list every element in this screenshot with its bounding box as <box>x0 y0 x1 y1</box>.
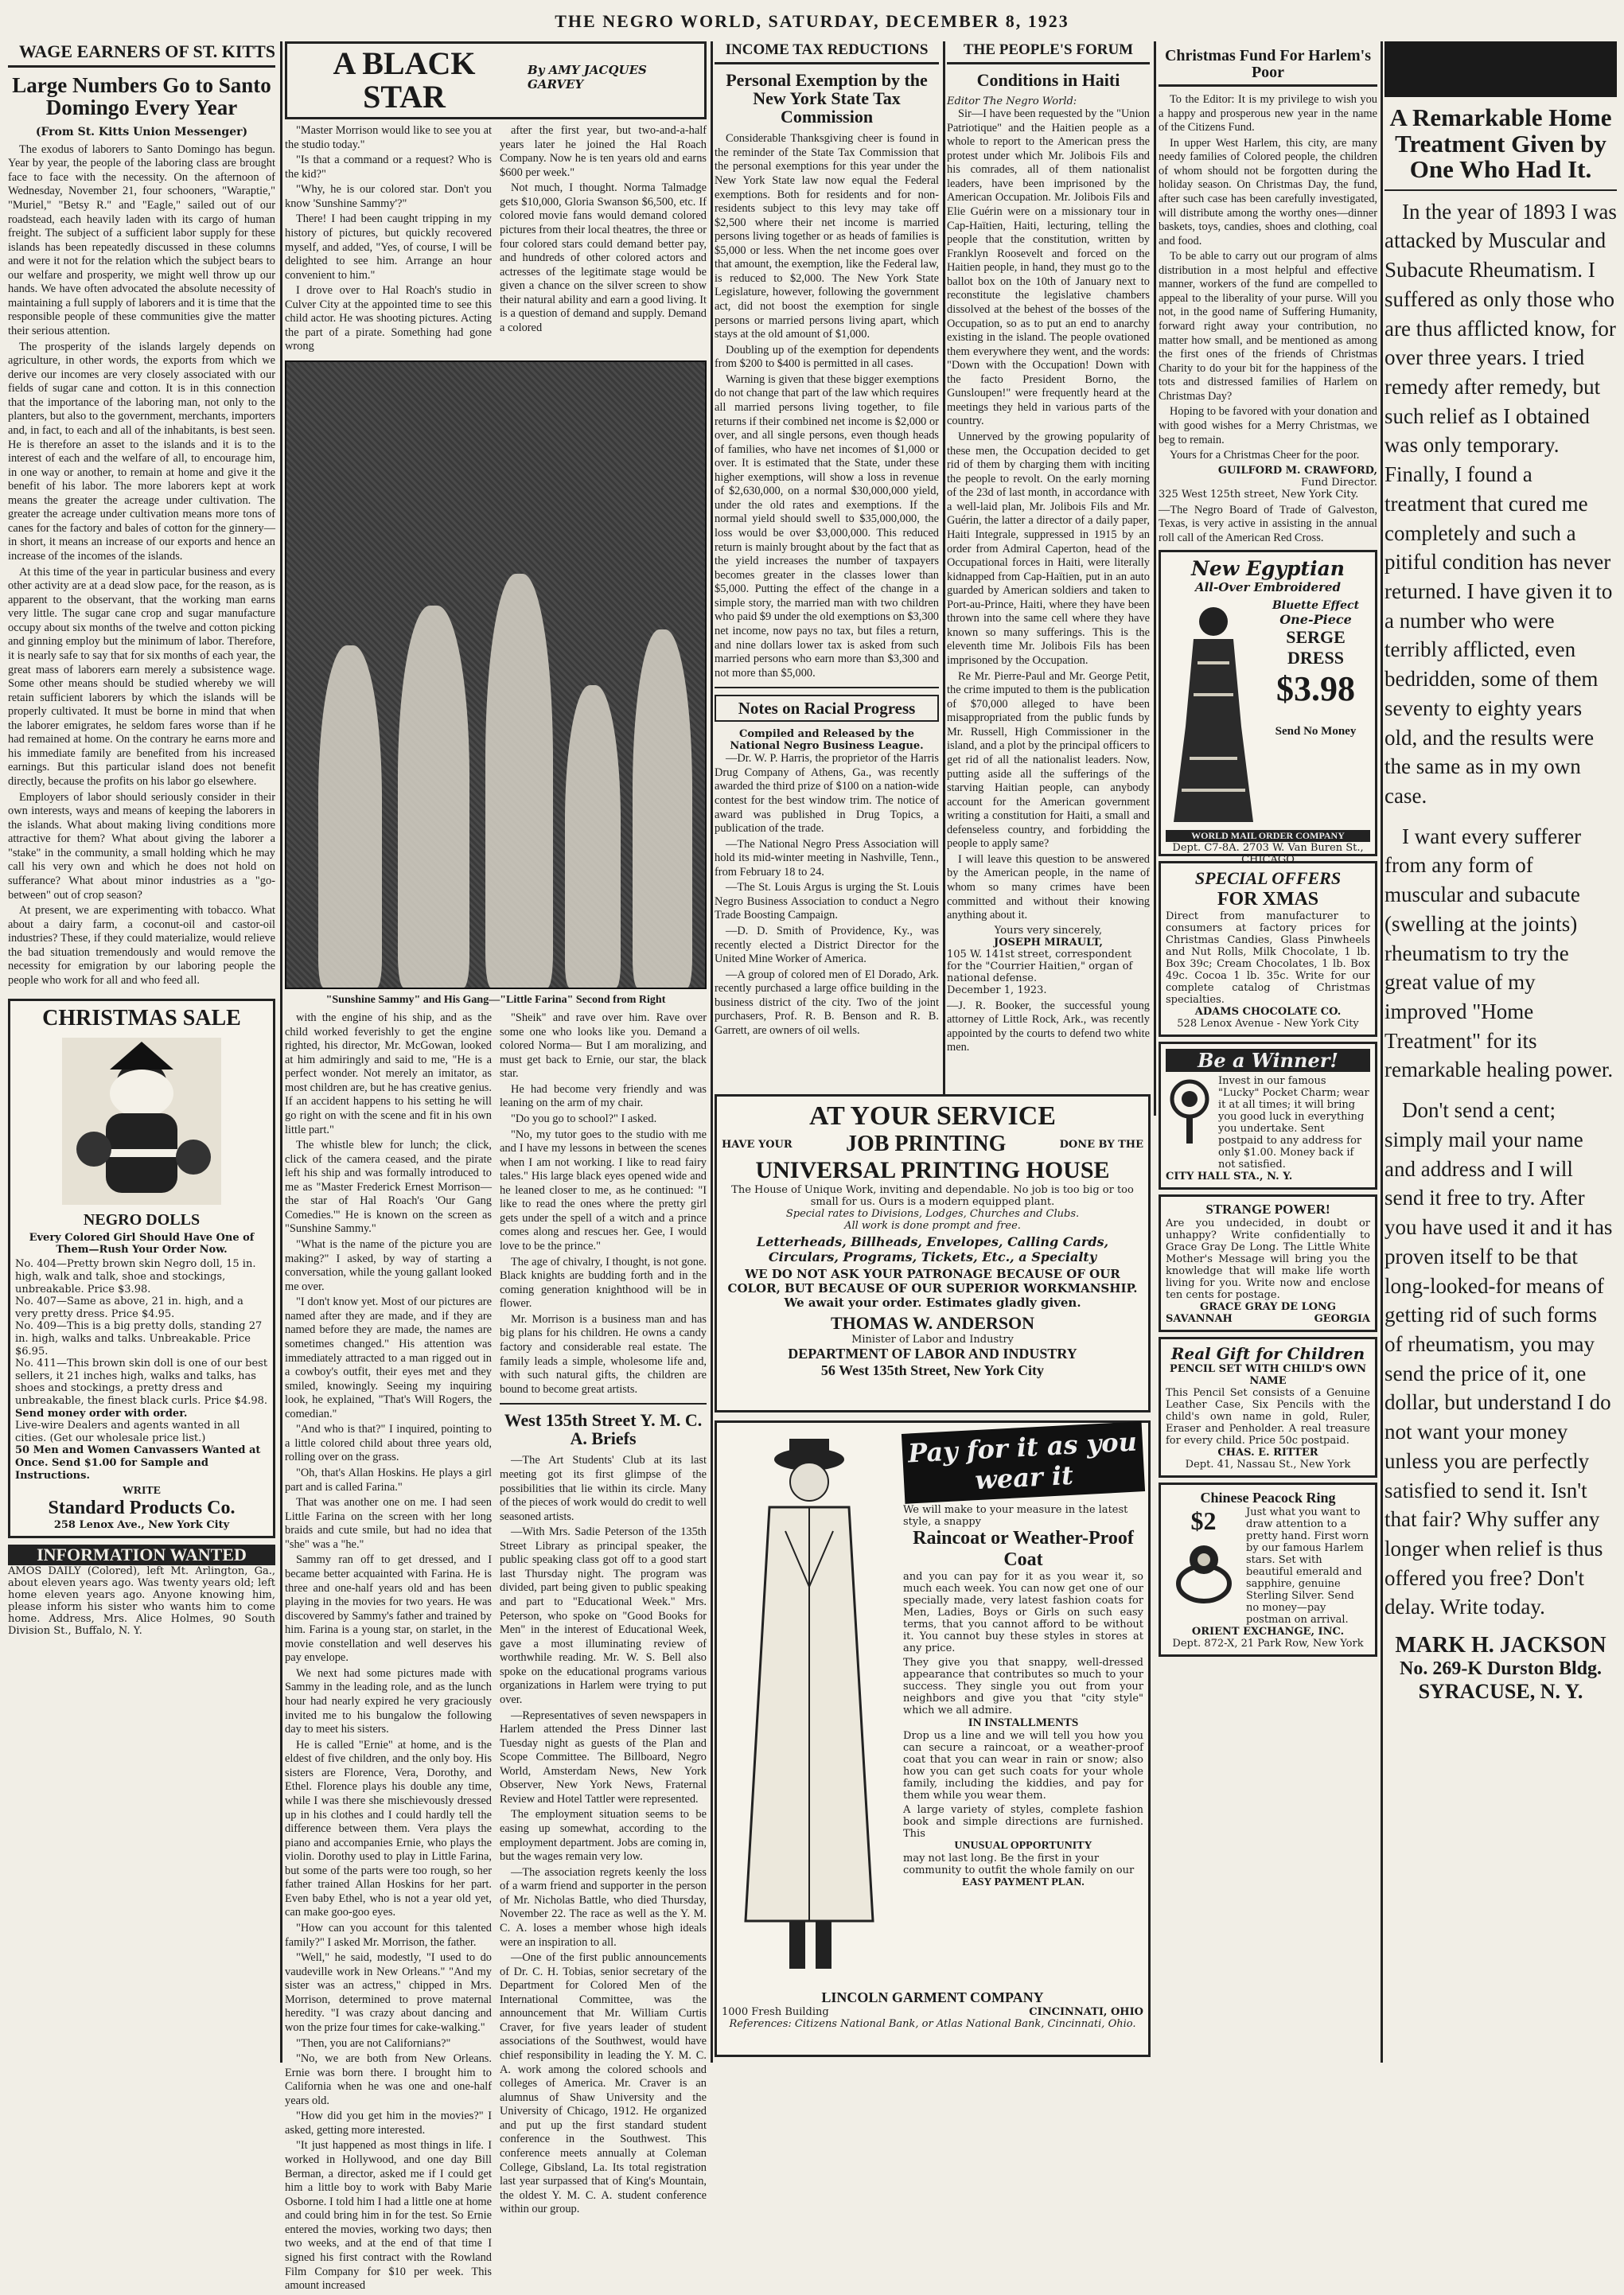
article-paragraph: "How can you account for this talented family?" I asked Mr. Morrison, the father. <box>285 1922 492 1949</box>
ad-item: No. 411—This brown skin doll is one of our best sellers, it 21 inches high, walks and talks, has shoes and stockings, a pretty dress and unbreakable, the finest black curls. Price $4.98. <box>15 1358 268 1407</box>
forum-note: —J. R. Booker, the successful young attorney of Little Rock, Ark., was recently appointed by the courts to defend two white men. <box>947 999 1150 1054</box>
note-item: —The St. Louis Argus is urging the St. Louis Negro Business Association to conduct a Negro Trade Boosting Campaign. <box>715 881 939 922</box>
printing-name: THOMAS W. ANDERSON <box>830 1313 1035 1333</box>
section-kicker: INCOME TAX REDUCTIONS <box>715 41 939 64</box>
article-paragraph: He is called "Ernie" at home, and is the eldest of five children, and the only boy. His sisters are Florence, Vera, Dorothy, and Ethel. Florence plays his double any time, while I was there she mischievously dressed up in his clothes and I could hardly tell the difference between them. Vera plays the piano and accompanies Ernie, who plays the violin. Dorothy used to play in Little Farina, but some of the parts were too rough, so her father trained Allan Hoskins for her part. Even baby Ethel, who is not a year old yet, can make goo-goo eyes. <box>285 1738 492 1919</box>
rheumatism-city: SYRACUSE, N. Y. <box>1418 1680 1583 1704</box>
dress-price: $3.98 <box>1276 669 1355 709</box>
printing-line-1: The House of Unique Work, inviting and dependable. No job is too big or too small for us. Ours is a modern equipped plant. <box>731 1184 1134 1208</box>
ad-company: Standard Products Co. <box>48 1498 236 1519</box>
raincoat-text-3: Drop us a line and we will tell you how you can secure a raincoat, or a weather-proof coat that you can wear in rain or snow; also how you can get such coats for your whole family, including the kiddies, and pay for them while you wear them. <box>903 1730 1143 1802</box>
charm-icon <box>1166 1075 1213 1147</box>
special-title: SPECIAL OFFERS <box>1194 868 1342 889</box>
article-paragraph: "Well," he said, modestly, "I used to do vaudeville work in New Orleans." "And my sister was an actress," chipped in Mrs. Morrison, determined to prove maternal heredity. "I was crazy about dancing and won the prize four times for cake-walking." <box>285 1951 492 2034</box>
fund-signer-address: 325 West 125th street, New York City. <box>1159 488 1359 501</box>
gift-title: Real Gift for Children <box>1170 1344 1365 1364</box>
section-kicker: THE PEOPLE'S FORUM <box>947 41 1150 64</box>
info-wanted-title: INFORMATION WANTED <box>8 1545 275 1565</box>
santa-icon <box>62 1038 221 1205</box>
gift-company: CHAS. E. RITTER <box>1217 1447 1318 1459</box>
column-rule <box>280 41 282 2063</box>
ad-address: 258 Lenox Ave., New York City <box>53 1519 230 1532</box>
intro-left <box>285 124 492 356</box>
peacock-company: ORIENT EXCHANGE, INC. <box>1191 1626 1345 1638</box>
letter-signer: JOSEPH MIRAULT, <box>994 936 1103 949</box>
man-in-coat-icon <box>722 1428 897 1985</box>
peacock-visual <box>1166 1506 1241 1626</box>
article-paragraph: "Do you go to school?" I asked. <box>511 1112 657 1125</box>
ad-agents-note-2: 50 Men and Women Canvassers Wanted at Once. Send $1.00 for Sample and Instructions. <box>15 1444 261 1482</box>
column-peoples-forum <box>947 41 1150 1116</box>
peacock-address: Dept. 872-X, 21 Park Row, New York <box>1172 1638 1364 1650</box>
article-paragraph: There! I had been caught tripping in my history of pictures, but quickly recovered myself, and added, "Yes, of course, I will be delighted to see him. Arrange an hour convenient to him." <box>285 212 492 282</box>
dress-figure-icon <box>1166 599 1261 830</box>
raincoat-text-2: They give you that snappy, well-dressed appearance that contributes so much to your success. They single you out from your neighbors and give you that "city style" which we all admire. <box>903 1657 1143 1716</box>
rheumatism-paragraph: I want every sufferer from any form of muscular and subacute (swelling at the joints) rheumatism to try the great value of my improved "Home Treatment" for its remarkable healing power. <box>1384 824 1614 1082</box>
column-black-star <box>285 41 707 2293</box>
raincoat-text-5: may not last long. Be the first in your community to outfit the whole family on our <box>903 1853 1135 1876</box>
ymca-paragraph: —The Art Students' Club at its last meeting got its first glimpse of the possibilities that lie within its circle. Many of the pieces of work would do credit to well seasoned artists. <box>500 1454 707 1523</box>
article-body <box>8 143 275 988</box>
article-body <box>947 107 1150 923</box>
winner-body <box>1166 1075 1370 1171</box>
special-subtitle: FOR XMAS <box>1217 889 1319 910</box>
column-rule <box>943 41 945 1116</box>
strange-signer: GRACE GRAY DE LONG <box>1199 1301 1337 1314</box>
ad-item-list <box>15 1258 268 1482</box>
article-body <box>1159 93 1377 463</box>
rheumatism-name: MARK H. JACKSON <box>1395 1633 1606 1658</box>
fund-note: —The Negro Board of Trade of Galveston, Texas, is very active in assisting in the annual roll call of the American Red Cross. <box>1159 503 1377 544</box>
ad-item: No. 407—Same as above, 21 in. high, and a very pretty dress. Price $4.95. <box>15 1296 243 1320</box>
dress-serge: SERGE DRESS <box>1286 627 1346 668</box>
printing-done-by: DONE BY THE <box>1059 1138 1143 1151</box>
ad-agents-note: Live-wire Dealers and agents wanted in all cities. (Get our wholesale price list.) <box>15 1420 240 1444</box>
letter-salutation: Editor The Negro World: <box>947 95 1077 108</box>
strange-location <box>1166 1313 1370 1325</box>
winner-address: CITY HALL STA., N. Y. <box>1166 1171 1293 1183</box>
strange-city: SAVANNAH <box>1166 1313 1233 1326</box>
article-headline: A BLACK STAR <box>333 45 476 115</box>
article-paragraph: "It just happened as most things in life. I worked in Hollywood, and one day Bill Berman, a director, asked me if I could get him a little boy to work with Baby Marie Osborne. I told him I had a little one at home and could bring him in for the test. So Ernie entered the movies, working two days; then two weeks, and at the end of that time I signed his first contract with the Rowland Film Company for $10 per week. This amount increased <box>285 2139 492 2293</box>
article-paragraph: Mr. Morrison is a business man and has big plans for his children. He owns a candy factory and considerable real estate. The family leads a simple, wholesome life and, with such natural gifts, the children are bound to become great artists. <box>500 1312 707 1396</box>
raincoat-text-4: A large variety of styles, complete fashion book and simple directions are furnished. This <box>903 1804 1143 1840</box>
winner-ad <box>1159 1042 1377 1190</box>
article-paragraph: "What is the name of the picture you are making?" I asked, by way of starting a conversation, while the young gallant looked me over. <box>285 1238 492 1293</box>
letter-signer-address: 105 W. 141st street, correspondent for the "Courrier Haitien," organ of national defense. <box>947 948 1133 984</box>
article-paragraph: Unnerved by the growing popularity of these men, the Occupation decided to get rid of them by charging them with inciting the people to revolt. On the early morning of the 23d of last month, in accordance with a well-laid plan, Mr. Jolibois Fils and Mr. Guérin, the latter a director of a daily paper, Haiti Integrale, suppressed in 1915 by an order from Admiral Caperton, head of the Occupational forces in Haiti, were literally kidnapped from Cap-Haïtien, put in an auto guarded by American soldiers and taken to Port-au-Prince, Haiti, where they have been thrown into the same cell where they have known so many sufferings. This is the eleventh time Mr. Jolibois Fils has been imprisoned by the Occupation. <box>947 431 1150 668</box>
article-headline: Large Numbers Go to Santo Domingo Every Year <box>12 73 271 120</box>
gang-photo <box>285 360 707 989</box>
article-column-left <box>285 1011 492 2295</box>
raincoat-ad <box>715 1420 1151 2057</box>
winner-title: Be a Winner! <box>1166 1049 1370 1072</box>
printing-line-3: All work is done prompt and free. <box>844 1220 1021 1232</box>
strange-text: Are you undecided, in doubt or unhappy? Write confidentially to Grace Gray De Long. The Little White Mother's Message will bring you the knowledge that will make life worth living for you. Write now and enclose ten cents for postage. <box>1166 1218 1370 1302</box>
info-wanted-text: AMOS DAILY (Colored), left Mt. Arlington, Ga., about eleven years ago. Was twenty years old; left home eleven years ago. Anyone knowing him, please inform his sister who wants him to come home. Address, Mrs. Alice Holmes, 90 South Division St., Buffalo, N. Y. <box>8 1565 275 1638</box>
notes-subtitle: Compiled and Released by the National Negro Business League. <box>730 728 924 753</box>
printing-house-ad <box>715 1094 1151 1412</box>
dress-ad-title: New Egyptian <box>1191 557 1345 581</box>
article-paragraph: I will leave this question to be answered by the American people, in the name of whom so many crimes have been committed and without their knowing anything about it. <box>947 852 1150 922</box>
article-paragraph: Warning is given that these bigger exemptions do not change that part of the law which requires all married persons living together, to file returns if their combined net income is $2,000 or over, and all single persons, even though heads of families, who have net incomes of $1,000 or over. It is estimated that the State, under these higher exemptions, will show a loss in revenue of $2,630,000, on a normal $30,000,000 yield, under the old rates and exemptions. If the normal yield should swell to $35,000,000, the loss would be over $3,000,000. This reduced return is mainly brought about by the fact that as the yield increases the number of taxpayers becomes greater in the classes lower than $5,000. Putting the effect of the change in a simple story, the married man with two children who paid $9 under the old exemptions on $3,300 net income, now pays no tax, but files a return, and nine dollars lower tax is asked from such married persons who earn more than $3,300 and not more than $5,000. <box>715 372 939 680</box>
ymca-paragraph: —One of the first public announcements of Dr. C. H. Tobias, senior secretary of the Department for Colored Men of the International Committee, was the announcement that Mr. William Curtis Craver, for five years leader of student associations of the Southwest, would have chief responsibility in leading the Y. M. C. A. work among the colored schools and colleges of America. Mr. Craver is an alumnus of Shaw University and the University of Chicago, 1912. He organized and put up the first standard student conference in the Southwest. This conference meets annually at Coleman College, Gibsland, La. Its total registration last year surpassed that of King's Mountain, the oldest Y. M. C. A. student conference within our group. <box>500 1951 707 2216</box>
article-dateline: (From St. Kitts Union Messenger) <box>35 125 248 138</box>
ad-write: WRITE <box>122 1485 162 1498</box>
ymca-paragraph: —With Mrs. Sadie Peterson of the 135th Street Library as principal speaker, the public speaking class got off to a good start last Thursday night. The program was divided, part being given to public speaking and part to "Educational Week." Mrs. Peterson, who spoke on "Good Books for Men" in the interest of Educational Week, gave a most illuminating review of worthwhile reading. Mr. W. S. Bell also spoke on the educational programs various organizations in Harlem were trying to put over. <box>500 1525 707 1706</box>
ad-tagline: Every Colored Girl Should Have One of Them—Rush Your Order Now. <box>29 1232 255 1257</box>
raincoat-references: References: Citizens National Bank, or Atlas National Bank, Cincinnati, Ohio. <box>729 2018 1136 2030</box>
article-paragraph: Sammy ran off to get dressed, and I became better acquainted with Farina. He is three and one-half years old and has been playing in the movies for two years. He was discovered by Sammy's father and trained by him. Farina is a young star, on starlet, in the movie constellation and well deserves his pay envelope. <box>285 1553 492 1665</box>
printing-job: JOB PRINTING <box>845 1132 1007 1156</box>
fund-signer: GUILFORD M. CRAWFORD, <box>1217 464 1377 477</box>
article-paragraph: Sir—I have been requested by the "Union Patriotique" and the Haitien people as a whole to report to the American press the protest under which Mr. Jolibois Fils and his comrades, all of them nationalist leaders, have been imprisoned by the American Occupation. Mr. Jolibois Fils and Elie Guérin were on a missionary tour in Cap-Haïtien, Haiti, lecturing, telling the people that the constitution, written by Franklyn Roosevelt and forced on the Haitien people, in hand, they must go to the ballot box on the 10th of January next to reconstitute the legislative chambers dissolved at the behest of the bosses of the Occupation, so as to put an end to anarchy existing in the island. The people ovationed them everywhere they went, and the words: "Down with the Occupation! Down with the facto President Borno, the Gunsloupen!" were frequently heard at the meetings they held in various parts of the country. <box>947 107 1150 428</box>
ymca-paragraph: The employment situation seems to be easing up somewhat, according to the employment department. Jobs are coming in, but the wages remain very low. <box>500 1808 707 1864</box>
article-paragraph: "How did you get him in the movies?" I asked, getting more interested. <box>285 2110 492 2137</box>
dress-style: Bluette Effect <box>1272 599 1360 613</box>
ring-icon <box>1168 1536 1240 1607</box>
section-kicker: WAGE EARNERS OF ST. KITTS <box>8 41 275 68</box>
raincoat-city: CINCINNATI, OHIO <box>1029 2006 1143 2018</box>
article-paragraph: The whistle blew for lunch; the click, click of the camera ceased, and the pirate left his ship and was formally introduced to me as "Master Frederick Ernest Morrison—the star of Hal Roach's 'Our Gang Comedies.'" He is known on the screen as "Sunshine Sammy." <box>285 1139 492 1236</box>
gift-address: Dept. 41, Nassau St., New York <box>1185 1459 1351 1471</box>
special-text: Direct from manufacturer to consumers at factory prices for Christmas Candies, Glass Pinwheels and Nut Rolls, Milk Chocolate, 1 lb. Box 39c; Cream Chocolates, 1 lb. Box 49c. Cocoa 1 lb. 35c. Write for our complete catalog of Christmas specialties. <box>1166 910 1370 1007</box>
article-paragraph: To be able to carry out our program of alms distribution in a most helpful and effective manner, workers of the fund are compelled to appeal to the liberality of your purse. Will you not, in the good name of Suffering Humanity, forward right away your contribution, no matter how small, and be mentioned as among the first ones of the friends of Christmas Charity to do your bit for the happiness of the tots and distressed families of Harlem on Christmas Day? <box>1159 250 1377 403</box>
article-paragraph: after the first year, but two-and-a-half years later he joined the Hal Roach Company. Now he is ten years old and earns $600 per week." <box>500 124 707 179</box>
ad-header-bar <box>1384 41 1617 97</box>
article-paragraph: "Why, he is our colored star. Don't you know 'Sunshine Sammy'?" <box>285 183 492 210</box>
article-paragraph: Employers of labor should seriously consider in their own interests, ways and means of keeping the laborers in the islands. What about making living conditions more attractive for them? What about giving the laborer a "stake" in the community, a small holding which he may call his very own and which he does not hold on sufferance? What about minor industries as a "go-between" out of crop season? <box>8 790 275 902</box>
strange-title: STRANGE POWER! <box>1205 1202 1330 1218</box>
raincoat-building: 1000 Fresh Building <box>722 2006 829 2018</box>
article-paragraph: We next had some pictures made with Sammy in the leading role, and as the lunch hour had nearly expired he very graciously invited me to his bungalow the following day to meet his sisters. <box>285 1666 492 1736</box>
dress-send: Send No Money <box>1275 725 1357 738</box>
notes-body <box>715 752 939 1038</box>
intro-row <box>285 124 707 356</box>
special-company: ADAMS CHOCOLATE CO. <box>1194 1006 1342 1019</box>
column-st-kitts <box>8 41 275 2079</box>
dress-company: WORLD MAIL ORDER COMPANY <box>1166 830 1370 842</box>
dress-address: Dept. C7-8A. 2703 W. Van Buren St., CHICAGO <box>1172 842 1364 867</box>
rheumatism-ad <box>1384 41 1617 2079</box>
raincoat-company: LINCOLN GARMENT COMPANY <box>821 1989 1044 2005</box>
article-columns <box>285 1011 707 2295</box>
article-paragraph: "No, my tutor goes to the studio with me and I have my lessons in between the scenes when I am not working. I like to read fairy tales." His large black eyes opened wide and he leaned closer to me, as he continued: "I like to read the ones where the pretty girl gets under the spell of a witch and a prince comes along and rescues her. Gee, I would love to be the prince." <box>500 1128 707 1253</box>
rheumatism-paragraph: Don't send a cent; simply mail your name and address and I will send it free to try. After you have used it and it has proven itself to be that long-looked-for means of getting rid of such forms of rheumatism, you may send the price of it, one dollar, but understand I do not want your money unless you are perfectly satisfied to send it. Isn't that fair? Why suffer any longer when relief is thus offered you free? Don't delay. Write today. <box>1384 1098 1613 1619</box>
santa-illustration <box>15 1038 268 1205</box>
raincoat-slogan: Pay for it as you wear it <box>902 1421 1145 1504</box>
letter-closing: Yours very sincerely, <box>994 924 1103 937</box>
article-paragraph: At this time of the year in particular business and every other activity are at a dead slow pace, for the reason, as is apparent to the observant, that the working man earns very little. The sugar cane crop and sugar manufacture occupy about six months of the twelve and cotton picking and ginning employ but the minimum of labor. Therefore, it is nearly safe to say that for six months of each year, the great mass of laborers earn merely a subsistence wage. Some other means should be studied whereby we will retain sufficient laborers by which the islands will be properly cultivated. It must be borne in mind that when the laborer emigrates, he seldom fares worse than if he had remained at home. On the contrary he earns more and his immediate family are benefited from his increased earnings. But this particular island does not benefit directly, because the profits on his labor go elsewhere. <box>8 565 275 788</box>
raincoat-plan: EASY PAYMENT PLAN. <box>962 1876 1085 1888</box>
article-paragraph: "Master Morrison would like to see you at the studio today." <box>285 124 492 151</box>
article-paragraph: Not much, I thought. Norma Talmadge gets $10,000, Gloria Swanson $6,500, etc. If colored movie fans would demand colored pictures from their local theatres, the three or four colored stars could demand better pay, and hundreds of other colored actors and actresses of the legitimate stage would be given a chance on the silver screen to show their natural ability and earn a good living. It is a question of demand and supply. Demand a colored <box>500 181 707 334</box>
divider <box>500 1403 707 1405</box>
article-continued <box>500 1011 707 1397</box>
ymca-paragraph: —Representatives of seven newspapers in Harlem attended the Press Dinner last Tuesday night as guests of the Plan and Scope Committee. The Billboard, Negro World, Amsterdam News, New York Observer, New York News, Fraternal Review and Hotel Tattler were represented. <box>500 1709 707 1806</box>
photo-caption: "Sunshine Sammy" and His Gang—"Little Farina" Second from Right <box>325 994 666 1006</box>
ymca-headline: West 135th Street Y. M. C. A. Briefs <box>504 1410 703 1449</box>
printing-house: UNIVERSAL PRINTING HOUSE <box>755 1157 1110 1183</box>
peacock-price: $2 <box>1190 1506 1217 1536</box>
article-paragraph: At present, we are experimenting with tobacco. What about a dairy farm, a coconut-oil and castor-oil industries? These, if they could materialize, would relieve the bad situation tremendously and would remove the necessity for emigration by our laboring people the people who work for all and who feed all. <box>8 904 275 987</box>
dress-one-piece: One-Piece <box>1279 612 1352 628</box>
printing-address: 56 West 135th Street, New York City <box>820 1362 1045 1378</box>
article-column-right <box>500 1011 707 2295</box>
article-paragraph: To the Editor: It is my privilege to wish you a happy and prosperous new year in the name of the Citizens Fund. <box>1159 93 1377 134</box>
gift-ad <box>1159 1337 1377 1478</box>
rheumatism-building: No. 269-K Durston Bldg. <box>1399 1658 1603 1680</box>
article-paragraph: That was another one on me. I had seen Little Farina on the screen with her long braids and cute smile, but had no idea that "she" was a "he." <box>285 1496 492 1551</box>
article-byline: By AMY JACQUES GARVEY <box>528 63 647 92</box>
article-header <box>285 41 707 119</box>
winner-text: Invest in our famous "Lucky" Pocket Charm; wear it at all times; it will bring you good luck in everything you undertake. Sent postpaid to any address for only $1.00. Money back if not satisfied. <box>1218 1075 1369 1171</box>
article-paragraph: He had become very friendly and was leaning on the arm of my chair. <box>500 1082 707 1110</box>
peacock-title: Chinese Peacock Ring <box>1200 1490 1336 1506</box>
column-rule <box>1381 41 1383 2063</box>
intro-right <box>500 124 707 356</box>
article-paragraph: Re Mr. Pierre-Paul and Mr. George Petit, the crime imputed to them is the publication of $70,000 alleged to have been misappropriated from the public funds by Mr. Russell, High Commissioner in the island, and a plot by the principal officers to get rid of all the nationalist leaders. Now, putting aside all the sufferings of the starving Haitian people, can anybody account for the American government writing a constitution for Haiti, a small and defenseless country, and forbidding the people to apply same? <box>947 669 1150 851</box>
rheumatism-body <box>1384 197 1617 1623</box>
column-income-tax <box>715 41 939 1116</box>
fund-signer-title: Fund Director. <box>1301 476 1377 489</box>
dress-ad-subtitle: All-Over Embroidered <box>1194 580 1342 595</box>
gift-text: This Pencil Set consists of a Genuine Leather Case, Six Pencils with the child's own name in gold, Ruler, Eraser and Penholder. A real treasure for every child. Price 50c postpaid. <box>1166 1387 1370 1448</box>
raincoat-product: Raincoat or Weather-Proof Coat <box>913 1528 1134 1570</box>
strange-power-ad <box>1159 1194 1377 1332</box>
printing-have-your: HAVE YOUR <box>722 1138 793 1151</box>
article-paragraph: "And who is that?" I inquired, pointing to a little colored child about three years old, rolling over on the grass. <box>285 1423 492 1464</box>
printing-dept: DEPARTMENT OF LABOR AND INDUSTRY <box>788 1346 1077 1362</box>
peacock-ring-ad <box>1159 1483 1377 1657</box>
peacock-text: Just what you want to draw attention to a pretty hand. First worn by our famous Harlem stars. Set with beautiful emerald and sapphire, genuine Sterling Silver. Send no money—pay postman on arrival. <box>1246 1506 1369 1627</box>
dress-ad-body <box>1166 599 1370 830</box>
ymca-body <box>500 1454 707 2216</box>
printing-patronage: WE DO NOT ASK YOUR PATRONAGE BECAUSE OF OUR COLOR, BUT BECAUSE OF OUR SUPERIOR WORKMANSHIP. We await your order. Estimates gladly given. <box>727 1267 1138 1310</box>
ad-title: CHRISTMAS SALE <box>42 1006 241 1031</box>
notes-headline: Notes on Racial Progress <box>715 695 939 722</box>
note-item: —The National Negro Press Association will hold its mid-winter meeting in Nashville, Tenn., from February 18 to 24. <box>715 837 939 879</box>
article-paragraph: I drove over to Hal Roach's studio in Culver City at the appointed time to see this child actor. He was shooting pictures. Acting the part of a pirate. Something had gone wrong <box>285 284 492 353</box>
divider <box>715 687 939 688</box>
special-offers-ad <box>1159 861 1377 1037</box>
article-paragraph: Yours for a Christmas Cheer for the poor. <box>1170 449 1360 462</box>
ad-item: No. 404—Pretty brown skin Negro doll, 15 in. high, walk and talk, shoe and stockings, unbreakable. Price $3.98. <box>15 1258 256 1296</box>
ad-order-note: Send money order with order. <box>15 1407 188 1420</box>
article-paragraph: The prosperity of the islands largely depends on agriculture, in other words, the exports from which we derive our incomes are very closely associated with our fields of sugar cane and cotton. It is in this connection that the importance of the laboring man, not only to the planters, but also to the government, merchants, importers and, in fact, to each and all of the inhabitants, is best seen. He is therefore an asset to the islands and it is to the interest of each and the welfare of all, to encourage him, in one way or another, to remain at home and give it the benefit of his labor. The more laborers kept at work means the greater the acreage under cultivation. The greater the acreage under cultivation means more tons of canes for the factory and bales of cotton for the ginnery—in short, it means an increase of our exports and hence an increase of the incomes of the islands. <box>8 340 275 563</box>
printing-job-row <box>722 1132 1143 1157</box>
column-rule <box>711 41 713 2063</box>
article-paragraph: "No, we are both from New Orleans. Ernie was born there. I brought him to California when he was one and one-half years old. <box>285 2052 492 2107</box>
ymca-paragraph: —The association regrets keenly the loss of a warm friend and supporter in the person of Mr. Nicholas Battle, who died Thursday, November 22. The race as well as the Y. M. C. A. loses a member whose high ideals were an inspiration to all. <box>500 1865 707 1949</box>
rheumatism-title: A Remarkable Home Treatment Given by One Who Had It. <box>1389 103 1612 184</box>
raincoat-body <box>722 1428 1143 1985</box>
rheumatism-paragraph: In the year of 1893 I was attacked by Muscular and Subacute Rheumatism. I suffered as only those who are thus afflicted know, for over three years. I tried remedy after remedy, but such relief as I obtained was only temporary. Finally, I found a treatment that cured me completely and such a pitiful condition has never returned. I have given it to a number who were terribly afflicted, even bedridden, some of them seventy to eighty years old, and the results were the same as in my own case. <box>1384 199 1617 809</box>
note-item: —D. D. Smith of Providence, Ky., was recently elected a District Director for the United Mine Worker of America. <box>715 925 939 966</box>
article-headline: Personal Exemption by the New York State Tax Commission <box>726 70 928 127</box>
ad-item: No. 409—This is a big pretty dolls, standing 27 in. high, walks and talks. Unbreakable. Price $6.95. <box>15 1320 263 1358</box>
article-paragraph: Hoping to be favored with your donation and with good wishes for a Merry Christmas, we beg to remain. <box>1159 405 1377 446</box>
raincoat-text <box>903 1428 1143 1985</box>
printing-line-2: Special rates to Divisions, Lodges, Churches and Clubs. <box>785 1208 1080 1220</box>
printing-role: Minister of Labor and Industry <box>851 1334 1014 1346</box>
raincoat-text-1: and you can pay for it as you wear it, so much each week. You can now get one of our specially made, very latest fashion coats for Men, Ladies, Boys or Girls on such easy terms, that you cannot afford to be without it. You cannot buy these styles in stores at any price. <box>903 1571 1143 1654</box>
note-item: —Dr. W. P. Harris, the proprietor of the Harris Drug Company of Athens, Ga., was recently awarded the third prize of $100 on a nation-wide contest for the best window trim. The notice of award was published in Drug Topics, a publication of the trade. <box>715 752 939 836</box>
column-rule <box>1154 41 1156 1116</box>
dress-ad <box>1159 550 1377 867</box>
printing-specialty: Letterheads, Billheads, Envelopes, Calling Cards, Circulars, Programs, Tickets, Etc., a Specialty <box>756 1234 1109 1264</box>
gift-subtitle: PENCIL SET WITH CHILD'S OWN NAME <box>1169 1363 1367 1388</box>
special-address: 528 Lenox Avenue - New York City <box>1177 1018 1359 1031</box>
raincoat-opportunity: UNUSUAL OPPORTUNITY <box>954 1840 1092 1852</box>
raincoat-location <box>722 2006 1143 2018</box>
article-body <box>715 132 939 680</box>
article-paragraph: Considerable Thanksgiving cheer is found in the reminder of the State Tax Commission that the personal exemptions for this year under the New York State law now equal the Federal exemptions. Both for residents and for non-residents subject to this levy may take off $2,500 where their net income is married persons living together or as heads of families is $5,000 or less. When the net income goes over that amount, the exemption, like the Federal law, is reduced to $2,000. The New York State Legislature, however, following the government act, did not boost the exemption for single persons or married persons living apart, which stays at the old amount of $1,000. <box>715 132 939 341</box>
raincoat-installments: IN INSTALLMENTS <box>968 1716 1079 1729</box>
article-paragraph: In upper West Harlem, this city, are many needy families of Colored people, the children of whom should not be forgotten during the holiday season. On Christmas Day, the fund, after such case has been carefully investigated, will distribute among the worthy ones—dinner baskets, toys, candies, shoes and clothing, coal and food. <box>1159 136 1377 247</box>
peacock-body <box>1166 1506 1370 1626</box>
christmas-sale-ad <box>8 999 275 1538</box>
article-paragraph: Doubling up of the exemption for dependents from $200 to $400 is permitted in all cases. <box>715 343 939 371</box>
article-paragraph: with the engine of his ship, and as the child worked feverishly to get the engine righted, his director, Mr. McGowan, looked at him admiringly and said to me, "He is a perfect wonder. Not merely an imitator, as most children are, but he has creative genius. If an accident happens to his setting he will go right on with the scene and fit in his own little part." <box>285 1011 492 1136</box>
article-paragraph: The exodus of laborers to Santo Domingo has begun. Year by year, the people of the laboring class are brought face to face with the necessity. On the afternoon of Wednesday, November 21, four schooners, "Waraptie," "Muriel," "Betsy R." and "Eagle," sailed out of our roadstead, each heavily laden with its cargo of human freight. The subject of a sufficient labor supply for these islands has been repeatedly discussed in these columns and were it not for the relation which the subject bears to our welfare and prosperity, we might well throw up our hands. We have often advocated the absolute necessity of maintaining a full supply of laborers and it is time that the responsible people of these communities give the matter their serious attention. <box>8 142 275 337</box>
dress-ad-text <box>1261 599 1370 830</box>
article-paragraph: "Is that a command or a request? Who is the kid?" <box>285 154 492 181</box>
printing-title: AT YOUR SERVICE <box>809 1101 1056 1131</box>
raincoat-intro: We will make to your measure in the latest style, a snappy <box>903 1504 1128 1528</box>
page-masthead: THE NEGRO WORLD, SATURDAY, DECEMBER 8, 1923 <box>555 11 1069 31</box>
letter-date: December 1, 1923. <box>947 984 1047 996</box>
article-paragraph: "Sheik" and rave over him. Rave over some one who looks like you. Demand a colored Norma— But I am moralizing, and must get back to Ernie, our star, the black star. <box>500 1011 707 1081</box>
divider <box>1384 189 1617 191</box>
article-paragraph: "Oh, that's Allan Hoskins. He plays a girl part and is called Farina." <box>285 1467 492 1494</box>
note-item: —A group of colored men of El Dorado, Ark. recently purchased a large office building in the business district of the city. Two of the joint purchasers, Prof. R. B. Benson and R. B. Garrett, are owners of oil wells. <box>715 968 939 1037</box>
column-christmas-fund <box>1159 41 1377 2079</box>
article-paragraph: The age of chivalry, I thought, is not gone. Black knights are budding forth and in the coming generation knighthood will be in flower. <box>500 1255 707 1311</box>
article-paragraph: "Then, you are not Californians?" <box>296 2036 451 2050</box>
article-headline: Christmas Fund For Harlem's Poor <box>1159 48 1377 87</box>
article-paragraph: "I don't know yet. Most of our pictures are named after they are made, and if they are named before they are made, the names are sometimes changed." His attention was immediately attracted to a man rigged out in a cowboy's outfit, their eyes met and they smiled, knowingly. Seeing my inquiring look, he explained, "That's Will Rogers, the comedian." <box>285 1296 492 1420</box>
strange-state: GEORGIA <box>1314 1313 1370 1326</box>
article-headline: Conditions in Haiti <box>976 70 1120 90</box>
ad-subtitle: NEGRO DOLLS <box>83 1211 201 1229</box>
